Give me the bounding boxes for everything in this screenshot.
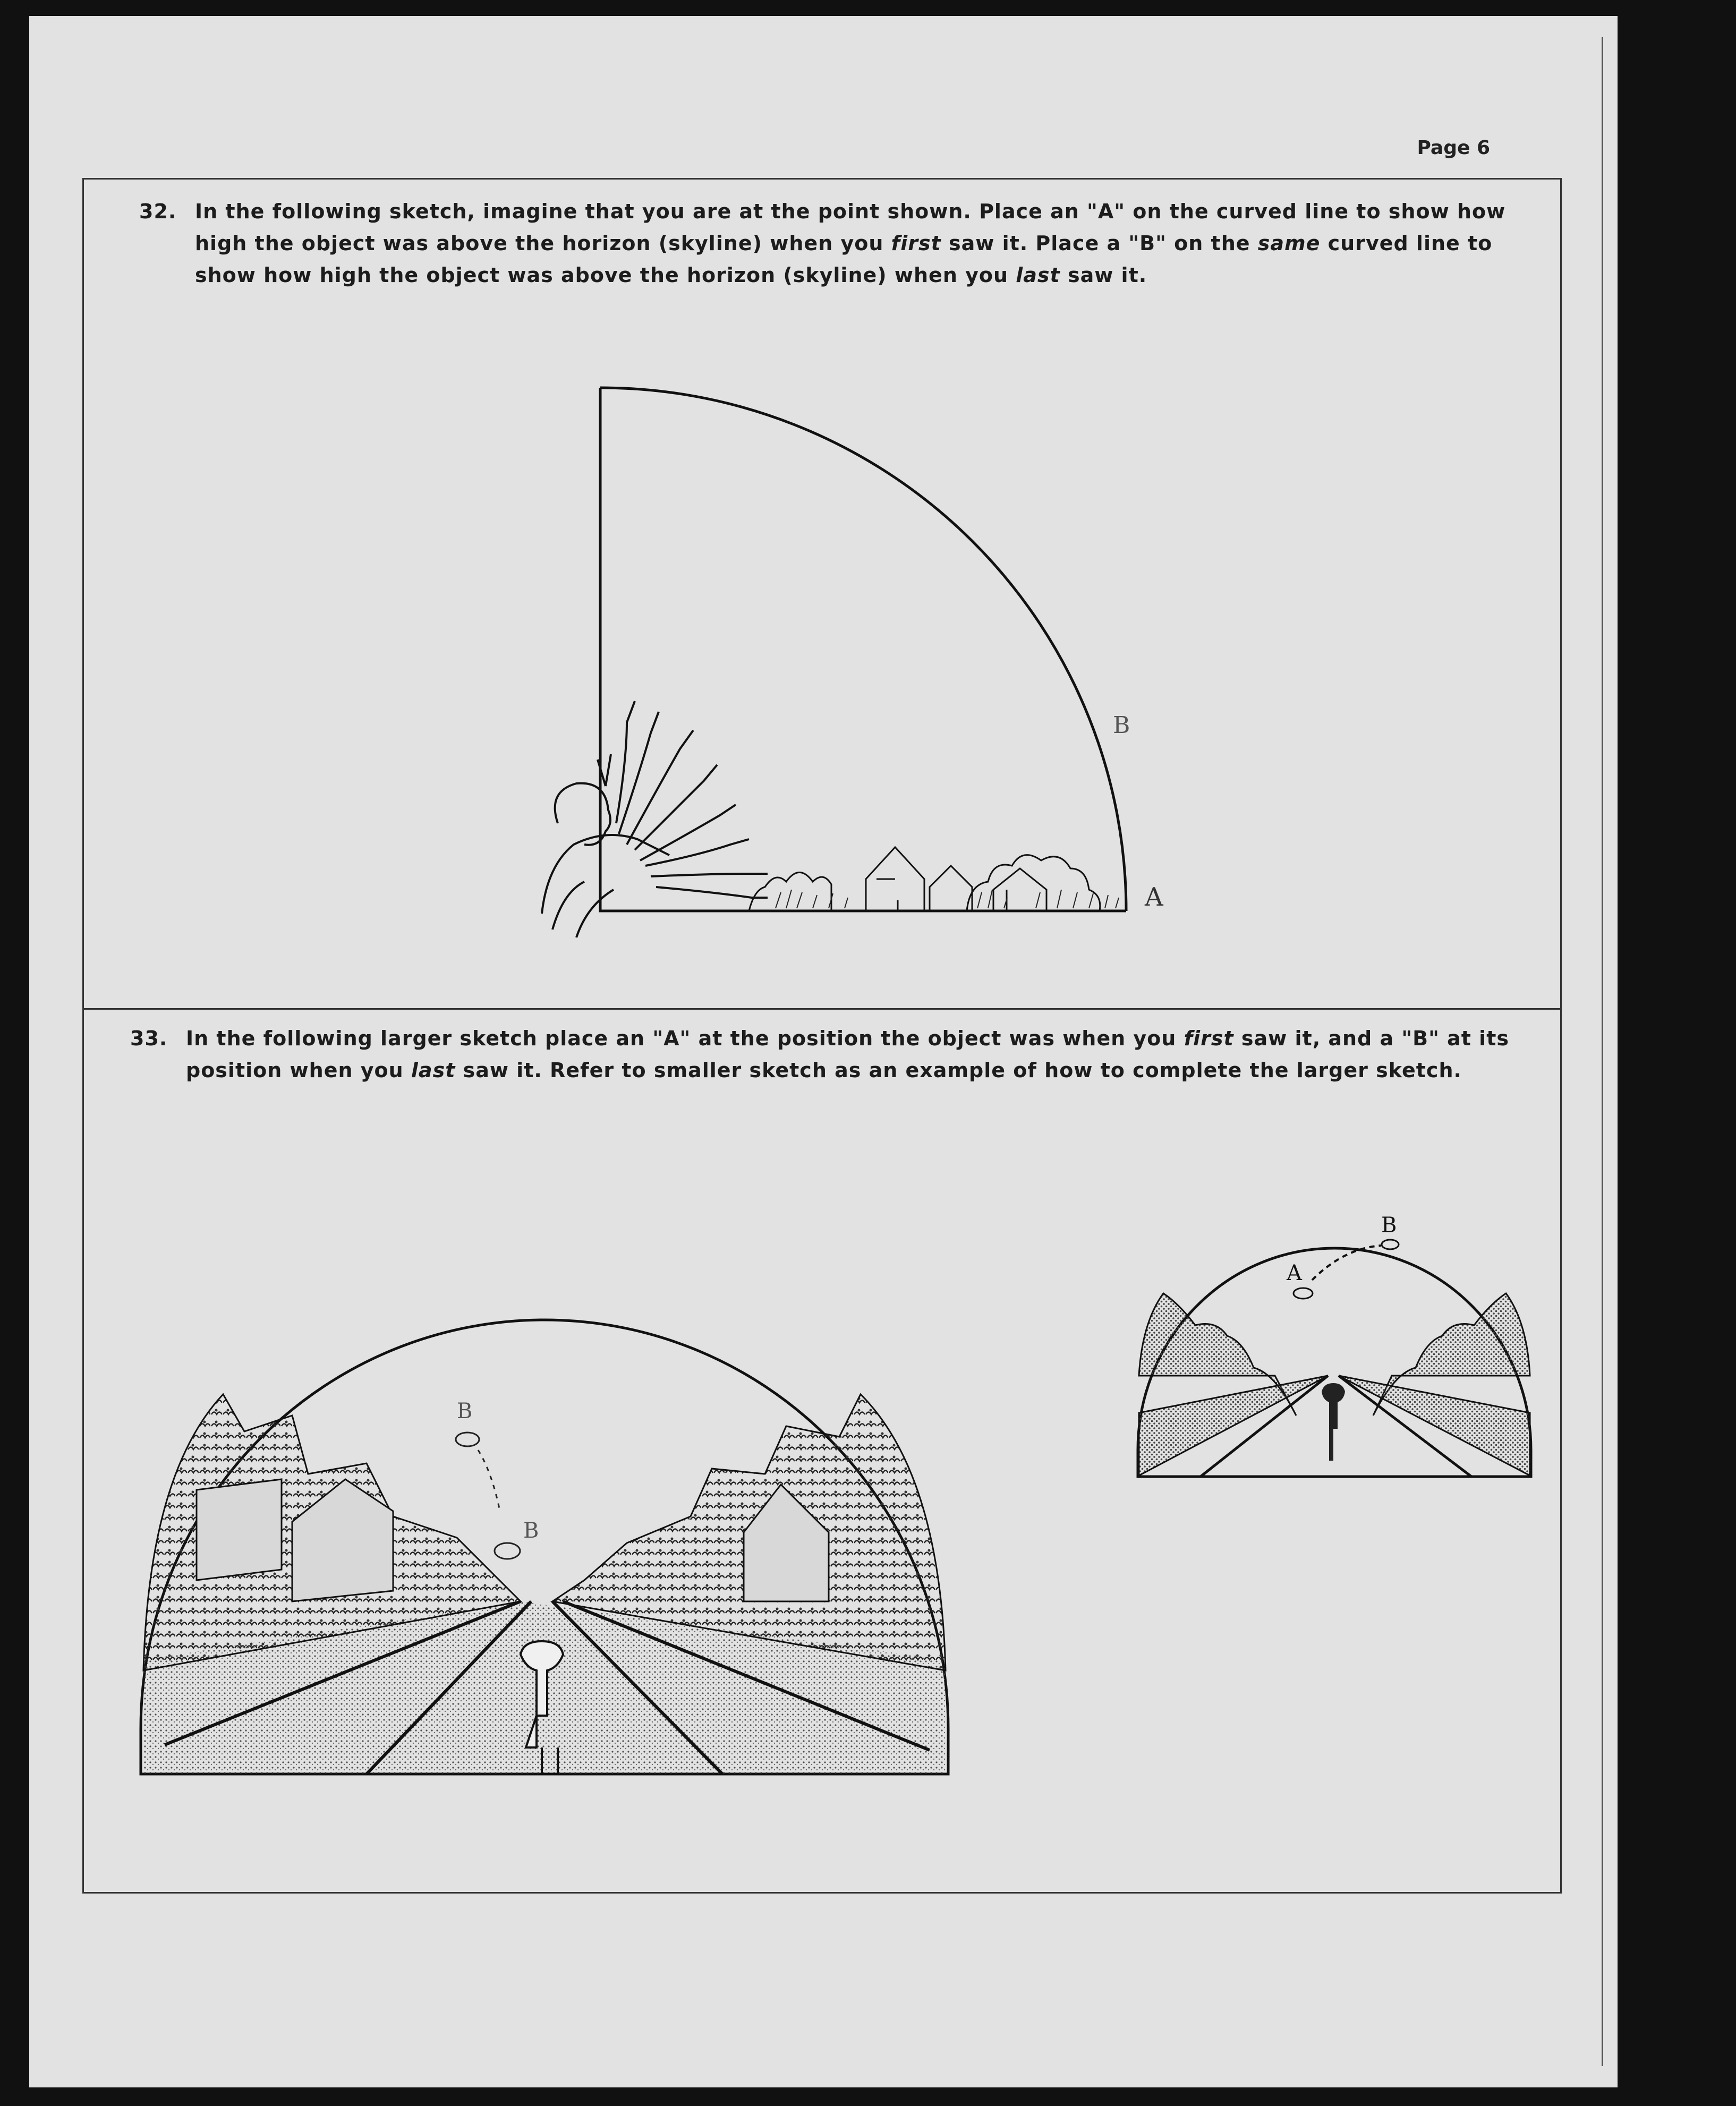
street-view-example-sketch [1131,1195,1535,1487]
section-divider [82,1008,1562,1010]
example-object-a-icon [1294,1288,1313,1299]
elevation-arc[interactable] [600,388,1126,911]
skyline-hatching-icon [776,890,1119,908]
example-label-b: B [1381,1213,1397,1238]
street-view-large-sketch[interactable] [117,1198,977,1782]
question-text: In the following larger sketch place an "A" at the position the object was when you first saw it, and a "B" at its position when you last saw it. Refer to smaller sketch as an example of how to complete the larger sketch. [186,1027,1509,1082]
example-label-a: A [1287,1261,1302,1285]
handwritten-mark-b-low: B [523,1519,539,1543]
question-number: 32. [139,200,177,223]
skyline-icon [749,847,1100,911]
example-figure-icon [1322,1383,1345,1461]
question-text: In the following sketch, imagine that you are at the point shown. Place an "A" on the curved line to show how high the object was above the horizon (skyline) when you first saw it. Place a "B" on the same curved line to show how high the object was above the horizon (skyline) when you last saw it. [195,200,1506,287]
handwritten-mark-b: B [1113,712,1130,739]
object-trail-icon [456,1433,520,1559]
handwritten-mark-b-top: B [457,1399,473,1423]
example-object-b-icon [1382,1240,1399,1249]
observer-pointing-icon [542,701,768,937]
handwritten-mark-a: A [1145,882,1163,912]
margin-mark [1602,37,1603,2066]
page-number: Page 6 [1417,137,1490,159]
question-number: 33. [130,1027,168,1050]
sky-quadrant-sketch [526,382,1206,951]
